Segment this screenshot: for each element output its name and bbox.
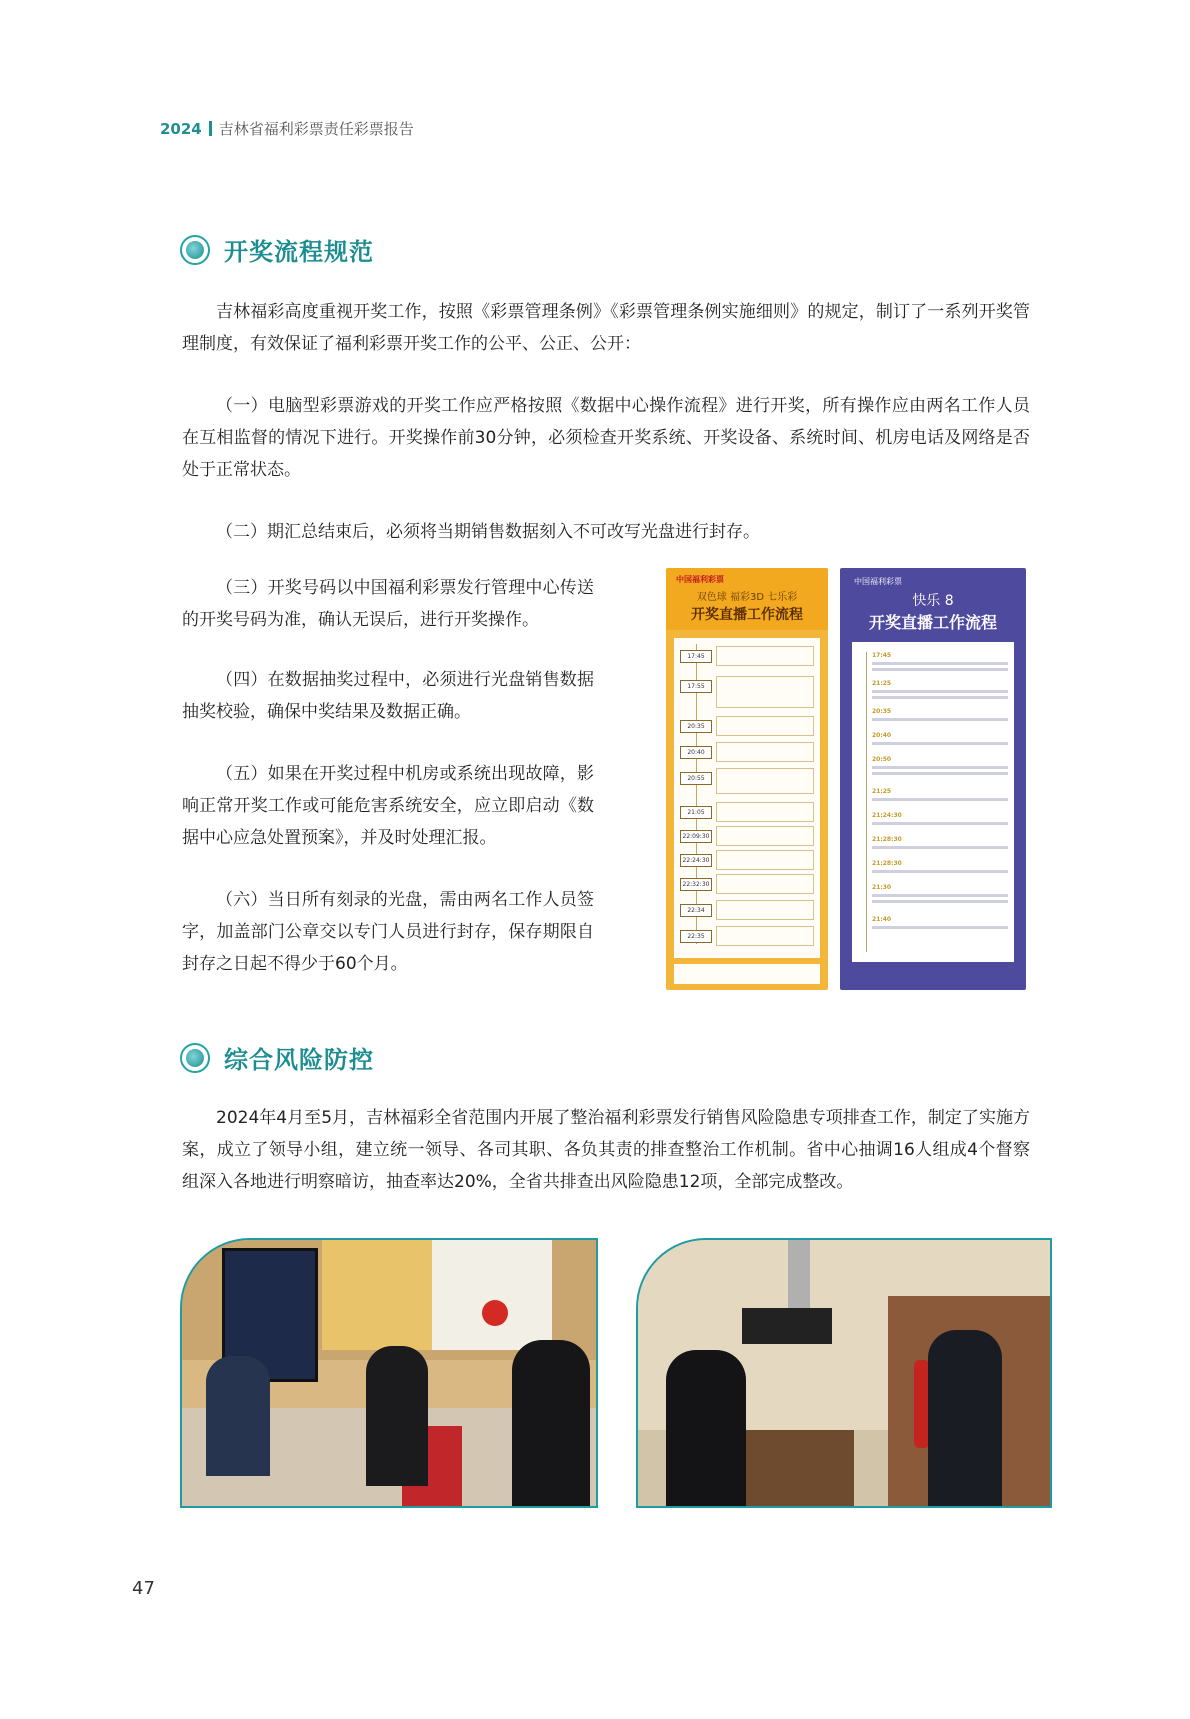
step-time: 22:24:30 xyxy=(680,854,712,867)
step-text-box xyxy=(716,874,814,894)
photo-person-visitor xyxy=(512,1340,590,1508)
photo-person-right xyxy=(928,1330,1002,1508)
timeline-step xyxy=(680,802,814,822)
poster-logo: 中国福利彩票 xyxy=(676,575,724,584)
step-text-box xyxy=(716,826,814,846)
step-time: 21:28:30 xyxy=(872,860,902,867)
timeline-step xyxy=(872,680,1008,699)
photo-fire-safety-check xyxy=(636,1238,1052,1508)
step-time: 20:55 xyxy=(680,772,712,785)
timeline-step xyxy=(872,788,1008,801)
step-time: 21:25 xyxy=(872,680,892,687)
timeline-step xyxy=(680,926,814,946)
section-bullet-icon xyxy=(180,235,210,265)
timeline-step xyxy=(872,732,1008,745)
timeline-step xyxy=(872,860,1008,873)
poster-timeline xyxy=(852,642,1014,962)
step-time: 21:40 xyxy=(872,916,892,923)
header-title: 吉林省福利彩票责任彩票报告 xyxy=(218,120,414,138)
timeline-step xyxy=(680,768,814,788)
timeline-step xyxy=(680,676,814,696)
timeline-step xyxy=(680,716,814,736)
step-time: 22:09:30 xyxy=(680,830,712,843)
timeline-step xyxy=(680,742,814,762)
photo-lantern xyxy=(482,1300,508,1326)
section1-item-2: （二）期汇总结束后，必须将当期销售数据刻入不可改写光盘进行封存。 xyxy=(216,522,760,542)
timeline-step xyxy=(680,646,814,666)
step-time: 22:32:30 xyxy=(680,878,712,891)
section1-item-1: （一）电脑型彩票游戏的开奖工作应严格按照《数据中心操作流程》进行开奖，所有操作应由两名工作人员在互相监督的情况下进行。开奖操作前30分钟，必须检查开奖系统、开奖设备、系统时间、机房电话及网络是否处于正常状态。 xyxy=(182,396,1030,480)
step-time: 17:45 xyxy=(872,652,892,659)
step-text-box xyxy=(716,676,814,708)
step-time: 21:25 xyxy=(872,788,892,795)
section-title: 综合风险防控 xyxy=(224,1046,374,1074)
step-time: 21:28:30 xyxy=(872,836,902,843)
step-time: 22:34 xyxy=(680,904,712,917)
timeline-step xyxy=(872,652,1008,671)
page-number: 47 xyxy=(132,1578,155,1599)
timeline-step xyxy=(680,900,814,920)
poster-ssq-workflow xyxy=(666,568,828,990)
poster-subtitle: 双色球 福彩3D 七乐彩 xyxy=(696,592,798,603)
timeline-axis xyxy=(866,652,867,952)
poster-subtitle: 快乐 8 xyxy=(912,593,954,609)
timeline-step xyxy=(680,850,814,870)
header-year: 2024 xyxy=(160,120,202,138)
step-text-box xyxy=(716,850,814,870)
photo-duct-pipe xyxy=(788,1240,810,1310)
step-time: 21:30 xyxy=(872,884,892,891)
section-heading-risk-control xyxy=(180,1040,374,1075)
photo-range-hood xyxy=(742,1308,832,1344)
step-time: 20:35 xyxy=(680,720,712,733)
header-divider xyxy=(209,121,212,136)
poster-kl8-workflow xyxy=(840,568,1026,990)
timeline-step xyxy=(872,756,1008,775)
step-text-box xyxy=(716,802,814,822)
timeline-step xyxy=(872,836,1008,849)
section1-item-5: （五）如果在开奖过程中机房或系统出现故障，影响正常开奖工作或可能危害系统安全，应立即启动《数据中心应急处置预案》，并及时处理汇报。 xyxy=(182,764,594,848)
step-time: 22:35 xyxy=(680,930,712,943)
step-time: 20:50 xyxy=(872,756,892,763)
photo-person-inspector xyxy=(366,1346,428,1486)
step-time: 20:40 xyxy=(680,746,712,759)
step-time: 21:24:30 xyxy=(872,812,902,819)
poster-timeline xyxy=(674,638,820,958)
photo-person-left xyxy=(666,1350,746,1508)
step-time: 17:55 xyxy=(680,680,712,693)
poster-footnote xyxy=(674,964,820,984)
photo-table xyxy=(734,1430,854,1508)
timeline-step xyxy=(872,812,1008,825)
section1-item-6: （六）当日所有刻录的光盘，需由两名工作人员签字，加盖部门公章交以专门人员进行封存，保存期限自封存之日起不得少于60个月。 xyxy=(182,890,594,974)
section1-intro: 吉林福彩高度重视开奖工作，按照《彩票管理条例》《彩票管理条例实施细则》的规定，制订了一系列开奖管理制度，有效保证了福利彩票开奖工作的公平、公正、公开： xyxy=(182,302,1030,354)
section-heading-draw-process xyxy=(180,232,374,267)
poster-title: 开奖直播工作流程 xyxy=(868,613,997,632)
step-text-box xyxy=(716,768,814,794)
timeline-step xyxy=(872,916,1008,929)
step-time: 17:45 xyxy=(680,650,712,663)
step-time: 21:05 xyxy=(680,806,712,819)
photo-person-clerk xyxy=(206,1356,270,1476)
poster-title: 开奖直播工作流程 xyxy=(691,607,803,623)
timeline-step xyxy=(680,874,814,894)
page-header xyxy=(160,118,414,139)
step-time: 20:40 xyxy=(872,732,892,739)
step-text-box xyxy=(716,646,814,666)
step-text-box xyxy=(716,716,814,736)
timeline-step xyxy=(680,826,814,846)
photo-store-inspection xyxy=(180,1238,598,1508)
timeline-step xyxy=(872,708,1008,721)
photo-window xyxy=(432,1240,552,1350)
step-text-box xyxy=(716,742,814,762)
poster-logo: 中国福利彩票 xyxy=(854,577,902,586)
section1-item-4: （四）在数据抽奖过程中，必须进行光盘销售数据抽奖校验，确保中奖结果及数据正确。 xyxy=(182,670,594,722)
step-text-box xyxy=(716,900,814,920)
step-time: 20:35 xyxy=(872,708,892,715)
section2-body: 2024年4月至5月，吉林福彩全省范围内开展了整治福利彩票发行销售风险隐患专项排查工作，制定了实施方案，成立了领导小组，建立统一领导、各司其职、各负其责的排查整治工作机制。省中心抽调16人组成4个督察组深入各地进行明察暗访，抽查率达20%，全省共排查出风险隐患12项，全部完成整改。 xyxy=(182,1108,1030,1192)
section-bullet-icon xyxy=(180,1043,210,1073)
photo-ticket-rack xyxy=(322,1240,432,1350)
timeline-step xyxy=(872,884,1008,903)
poster-footnote xyxy=(852,966,1014,984)
step-text-box xyxy=(716,926,814,946)
section1-item-3: （三）开奖号码以中国福利彩票发行管理中心传送的开奖号码为准，确认无误后，进行开奖操作。 xyxy=(182,578,594,630)
section-title: 开奖流程规范 xyxy=(224,238,374,266)
